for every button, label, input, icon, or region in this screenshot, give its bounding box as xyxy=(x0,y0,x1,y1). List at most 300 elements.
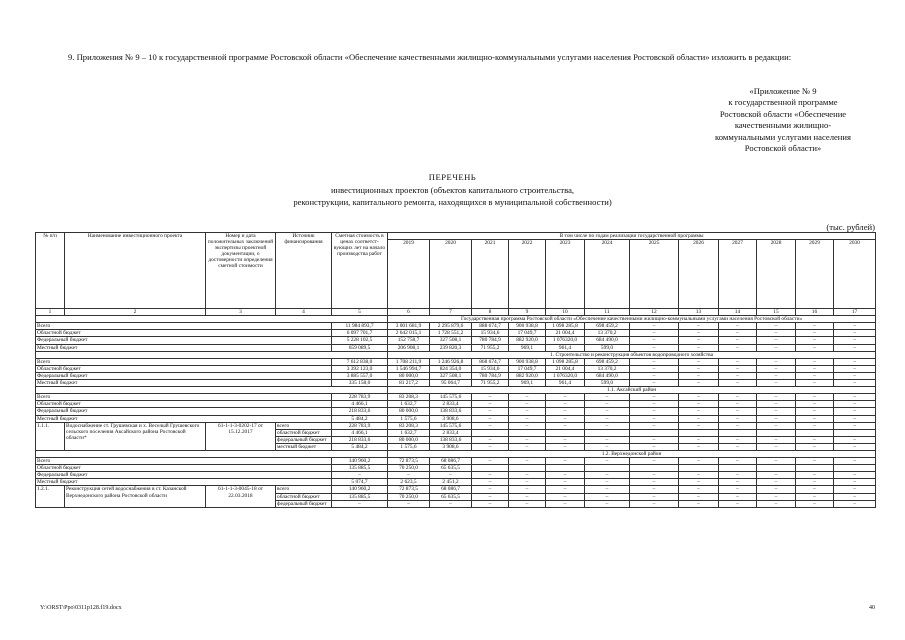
year-value-cell: – xyxy=(757,443,796,450)
total-label: Федеральный бюджет xyxy=(36,337,332,344)
year-value-cell: – xyxy=(719,358,757,365)
section-row xyxy=(36,387,876,394)
year-value-cell: – xyxy=(719,401,757,408)
year-value-cell: 138 833,6 xyxy=(430,408,472,415)
section-title: 1.1. Аксайский район xyxy=(388,387,876,394)
year-value-cell: – xyxy=(834,436,876,443)
total-row xyxy=(36,365,876,372)
year-value-cell: – xyxy=(585,479,630,486)
project-doc: 61-1-1-3-0202-17 от 15.12.2017 xyxy=(206,422,276,450)
year-value-cell: – xyxy=(757,365,796,372)
year-value-cell: – xyxy=(546,443,585,450)
header-col-number: 13 xyxy=(679,309,719,316)
year-value-cell: 882 920,0 xyxy=(509,337,546,344)
year-value-cell: 3 908,6 xyxy=(430,415,472,422)
section-spacer xyxy=(36,316,388,323)
year-value-cell: – xyxy=(679,323,719,330)
section-spacer xyxy=(36,351,388,358)
year-value-cell: – xyxy=(630,479,679,486)
year-value-cell: – xyxy=(472,486,509,493)
year-value-cell: 138 833,6 xyxy=(430,436,472,443)
header-col-number: 17 xyxy=(834,309,876,316)
year-value-cell: – xyxy=(834,344,876,351)
year-value-cell: – xyxy=(834,394,876,401)
appendix-line: «Приложение № 9 xyxy=(749,86,817,96)
year-value-cell: 2 642 015,1 xyxy=(388,330,430,337)
total-label: Всего xyxy=(36,323,332,330)
year-value-cell: – xyxy=(757,408,796,415)
year-value-cell: 1 098 285,8 xyxy=(546,323,585,330)
year-value-cell: – xyxy=(630,365,679,372)
year-value-cell: – xyxy=(509,401,546,408)
year-value-cell: – xyxy=(630,330,679,337)
cost-cell: – xyxy=(332,500,388,507)
year-value-cell xyxy=(719,429,757,436)
year-value-cell: – xyxy=(757,486,796,493)
section-row xyxy=(36,450,876,457)
year-value-cell: – xyxy=(834,479,876,486)
year-value-cell: – xyxy=(834,415,876,422)
year-value-cell: 599,0 xyxy=(585,380,630,387)
total-row xyxy=(36,330,876,337)
header-col-number: 11 xyxy=(585,309,630,316)
year-value-cell: – xyxy=(719,323,757,330)
section-spacer xyxy=(36,450,388,457)
year-value-cell: – xyxy=(679,380,719,387)
cost-cell: 4 466,1 xyxy=(332,429,388,436)
year-value-cell: – xyxy=(796,365,834,372)
appendix-heading xyxy=(680,86,886,154)
year-value-cell: – xyxy=(630,323,679,330)
year-value-cell: – xyxy=(834,401,876,408)
investment-projects-table xyxy=(35,232,876,508)
total-row xyxy=(36,458,876,465)
header-col-number: 6 xyxy=(388,309,430,316)
cost-cell: 5 484,2 xyxy=(332,415,388,422)
year-value-cell: 1 246 926,8 xyxy=(430,358,472,365)
cost-cell: 135 885,5 xyxy=(332,493,388,500)
header-year: 2025 xyxy=(630,240,679,309)
year-value-cell: – xyxy=(472,472,509,479)
total-label: Местный бюджет xyxy=(36,479,332,486)
year-value-cell: – xyxy=(472,493,509,500)
year-value-cell: – xyxy=(585,422,630,429)
year-value-cell: – xyxy=(757,472,796,479)
funding-source: всего xyxy=(276,422,332,429)
header-col-number: 15 xyxy=(757,309,796,316)
year-value-cell: – xyxy=(546,486,585,493)
year-value-cell: – xyxy=(796,479,834,486)
year-value-cell: – xyxy=(757,401,796,408)
year-value-cell: 70 250,0 xyxy=(388,493,430,500)
year-value-cell: 17 049,7 xyxy=(509,330,546,337)
year-value-cell: – xyxy=(630,486,679,493)
year-value-cell: – xyxy=(388,472,430,479)
year-value-cell: 824 354,0 xyxy=(430,365,472,372)
year-value-cell xyxy=(585,429,630,436)
year-value-cell xyxy=(679,465,719,472)
year-value-cell xyxy=(546,465,585,472)
year-value-cell: – xyxy=(546,394,585,401)
year-value-cell: – xyxy=(509,479,546,486)
header-col-number: 3 xyxy=(206,309,276,316)
year-value-cell: – xyxy=(719,365,757,372)
year-value-cell: – xyxy=(679,479,719,486)
year-value-cell: – xyxy=(757,380,796,387)
year-value-cell: 684 490,0 xyxy=(585,372,630,379)
year-value-cell: 145 575,6 xyxy=(430,394,472,401)
year-value-cell: – xyxy=(796,500,834,507)
year-value-cell: – xyxy=(796,372,834,379)
footer-page-number: 40 xyxy=(869,605,875,611)
year-value-cell: – xyxy=(757,436,796,443)
year-value-cell: – xyxy=(679,330,719,337)
year-value-cell xyxy=(679,429,719,436)
total-row xyxy=(36,472,876,479)
year-value-cell: – xyxy=(472,436,509,443)
year-value-cell xyxy=(796,465,834,472)
cost-cell: 4 466,1 xyxy=(332,401,388,408)
header-col-number: 4 xyxy=(276,309,332,316)
year-value-cell: – xyxy=(585,500,630,507)
year-value-cell: 599,0 xyxy=(585,344,630,351)
year-value-cell: – xyxy=(796,436,834,443)
year-value-cell: – xyxy=(719,436,757,443)
year-value-cell: – xyxy=(430,472,472,479)
units-label: (тыс. рублей) xyxy=(826,222,875,232)
total-row xyxy=(36,337,876,344)
total-label: Федеральный бюджет xyxy=(36,372,332,379)
year-value-cell: 888 674,7 xyxy=(472,323,509,330)
year-value-cell: 1 575,6 xyxy=(388,443,430,450)
header-year: 2027 xyxy=(719,240,757,309)
year-value-cell: 21 004,4 xyxy=(546,365,585,372)
year-value-cell: – xyxy=(796,344,834,351)
year-value-cell: – xyxy=(757,344,796,351)
year-value-cell: 1 632,7 xyxy=(388,401,430,408)
year-value-cell: – xyxy=(630,344,679,351)
year-value-cell: – xyxy=(630,394,679,401)
year-value-cell: – xyxy=(630,408,679,415)
year-value-cell: 65 635,5 xyxy=(430,465,472,472)
project-num: 1.1.1. xyxy=(36,422,65,450)
year-value-cell: – xyxy=(630,472,679,479)
year-value-cell: 15 934,6 xyxy=(472,330,509,337)
year-value-cell xyxy=(509,429,546,436)
year-value-cell xyxy=(757,429,796,436)
header-year: 2029 xyxy=(796,240,834,309)
year-value-cell xyxy=(546,429,585,436)
header-col-numbers-row xyxy=(36,309,876,316)
year-value-cell: – xyxy=(546,493,585,500)
year-value-cell: – xyxy=(834,372,876,379)
year-value-cell: – xyxy=(472,394,509,401)
year-value-cell: – xyxy=(719,380,757,387)
year-value-cell xyxy=(757,465,796,472)
year-value-cell: – xyxy=(679,458,719,465)
project-row xyxy=(36,486,876,493)
year-value-cell xyxy=(834,429,876,436)
total-row xyxy=(36,401,876,408)
cost-cell: 3 392 123,0 xyxy=(332,365,388,372)
year-value-cell: – xyxy=(679,493,719,500)
total-label: Всего xyxy=(36,358,332,365)
cost-cell: 228 783,9 xyxy=(332,422,388,429)
year-value-cell: – xyxy=(509,458,546,465)
year-value-cell: – xyxy=(585,401,630,408)
year-value-cell: – xyxy=(834,365,876,372)
year-value-cell: – xyxy=(834,323,876,330)
year-value-cell: – xyxy=(796,337,834,344)
year-value-cell: 13 370,2 xyxy=(585,330,630,337)
year-value-cell: 3 001 681,9 xyxy=(388,323,430,330)
year-value-cell: – xyxy=(679,408,719,415)
year-value-cell: 65 635,5 xyxy=(430,493,472,500)
year-value-cell: – xyxy=(679,337,719,344)
year-value-cell: 2 295 879,6 xyxy=(430,323,472,330)
year-value-cell: – xyxy=(546,408,585,415)
year-value-cell: – xyxy=(546,436,585,443)
year-value-cell: – xyxy=(546,472,585,479)
cost-cell: 218 833,6 xyxy=(332,408,388,415)
year-value-cell: – xyxy=(719,486,757,493)
year-value-cell: – xyxy=(472,458,509,465)
cost-cell: 228 783,9 xyxy=(332,394,388,401)
year-value-cell: – xyxy=(679,365,719,372)
header-year: 2030 xyxy=(834,240,876,309)
year-value-cell: – xyxy=(509,436,546,443)
year-value-cell: – xyxy=(719,479,757,486)
year-value-cell: – xyxy=(679,344,719,351)
year-value-cell: – xyxy=(834,443,876,450)
year-value-cell: – xyxy=(509,443,546,450)
year-value-cell: 1 546 994,7 xyxy=(388,365,430,372)
year-value-cell: 327 508,1 xyxy=(430,337,472,344)
year-value-cell: – xyxy=(834,408,876,415)
year-value-cell: – xyxy=(757,372,796,379)
total-label: Областной бюджет xyxy=(36,330,332,337)
year-value-cell xyxy=(472,429,509,436)
year-value-cell: – xyxy=(546,401,585,408)
year-value-cell: – xyxy=(585,472,630,479)
year-value-cell: 95 064,7 xyxy=(430,380,472,387)
year-value-cell: 1 098 285,8 xyxy=(546,358,585,365)
header-col-number: 14 xyxy=(719,309,757,316)
section-title: 1. Строительство и реконструкция объектов водопроводного хозяйства xyxy=(388,351,876,358)
year-value-cell: 961,4 xyxy=(546,344,585,351)
year-value-cell: – xyxy=(796,401,834,408)
header-col-number: 2 xyxy=(65,309,206,316)
total-row xyxy=(36,394,876,401)
year-value-cell: – xyxy=(679,422,719,429)
year-value-cell: – xyxy=(757,493,796,500)
cost-cell: 7 612 838,0 xyxy=(332,358,388,365)
year-value-cell: 13 370,2 xyxy=(585,365,630,372)
year-value-cell: – xyxy=(509,394,546,401)
header-year: 2021 xyxy=(472,240,509,309)
year-value-cell: 21 004,4 xyxy=(546,330,585,337)
year-value-cell: – xyxy=(585,458,630,465)
header-year: 2026 xyxy=(679,240,719,309)
title-line: реконструкции, капитального ремонта, находящихся в муниципальной собственности) xyxy=(293,197,612,208)
total-label: Областной бюджет xyxy=(36,465,332,472)
year-value-cell xyxy=(509,465,546,472)
year-value-cell: 1 076320,0 xyxy=(546,337,585,344)
total-row xyxy=(36,344,876,351)
year-value-cell: 2 833,4 xyxy=(430,429,472,436)
year-value-cell: – xyxy=(757,358,796,365)
year-value-cell xyxy=(585,465,630,472)
appendix-line: коммунальными услугами населения xyxy=(715,131,851,142)
year-value-cell: – xyxy=(472,415,509,422)
title-line: инвестиционных проектов (объектов капитального строительства, xyxy=(330,184,575,195)
year-value-cell: – xyxy=(719,415,757,422)
header-name: Наименование инвестиционного проекта xyxy=(65,233,206,309)
year-value-cell: – xyxy=(796,358,834,365)
cost-cell: 5 484,2 xyxy=(332,443,388,450)
year-value-cell: 80 000,0 xyxy=(388,436,430,443)
year-value-cell: – xyxy=(757,415,796,422)
year-value-cell: – xyxy=(796,493,834,500)
year-value-cell: 969,1 xyxy=(509,380,546,387)
total-row xyxy=(36,380,876,387)
header-year: 2020 xyxy=(430,240,472,309)
year-value-cell: – xyxy=(630,443,679,450)
year-value-cell: – xyxy=(679,394,719,401)
year-value-cell: – xyxy=(719,394,757,401)
year-value-cell: – xyxy=(509,472,546,479)
footer-file-path: Y:\ORST\Ppo\0311p128.f19.docx xyxy=(40,605,122,611)
year-value-cell: – xyxy=(585,408,630,415)
total-row xyxy=(36,408,876,415)
year-value-cell: 1 728 551,2 xyxy=(430,330,472,337)
total-row xyxy=(36,465,876,472)
year-value-cell: – xyxy=(630,493,679,500)
header-col-number: 7 xyxy=(430,309,472,316)
year-value-cell: – xyxy=(834,422,876,429)
year-value-cell: 152 758,7 xyxy=(388,337,430,344)
year-value-cell: 900 938,8 xyxy=(509,323,546,330)
funding-source: федеральный бюджет xyxy=(276,500,332,507)
year-value-cell xyxy=(719,465,757,472)
year-value-cell: 2 451,2 xyxy=(430,479,472,486)
year-value-cell: – xyxy=(719,344,757,351)
year-value-cell: – xyxy=(546,500,585,507)
year-value-cell: – xyxy=(796,330,834,337)
year-value-cell: – xyxy=(719,408,757,415)
funding-source: всего xyxy=(276,486,332,493)
year-value-cell: 1 632,7 xyxy=(388,429,430,436)
year-value-cell: – xyxy=(719,493,757,500)
year-value-cell: – xyxy=(472,479,509,486)
year-value-cell: – xyxy=(719,422,757,429)
year-value-cell: 68 086,7 xyxy=(430,458,472,465)
year-value-cell: 961,4 xyxy=(546,380,585,387)
year-value-cell: 80 000,0 xyxy=(388,372,430,379)
total-label: Всего xyxy=(36,458,332,465)
year-value-cell: – xyxy=(585,486,630,493)
section-title: Государственная программа Ростовской области «Обеспечение качественными жилищно-коммунальными услугами населения Ростовской области» xyxy=(388,316,876,323)
year-value-cell: – xyxy=(834,493,876,500)
header-year: 2023 xyxy=(546,240,585,309)
header-col-number: 10 xyxy=(546,309,585,316)
total-label: Федеральный бюджет xyxy=(36,408,332,415)
year-value-cell: 327 508,1 xyxy=(430,372,472,379)
cost-cell: 11 984 893,7 xyxy=(332,323,388,330)
year-value-cell: – xyxy=(757,337,796,344)
year-value-cell: – xyxy=(630,372,679,379)
cost-cell: 6 097 701,7 xyxy=(332,330,388,337)
year-value-cell: 969,1 xyxy=(509,344,546,351)
year-value-cell: 1 076320,0 xyxy=(546,372,585,379)
year-value-cell: 83 208,3 xyxy=(388,422,430,429)
year-value-cell: 83 208,3 xyxy=(388,394,430,401)
header-col-number: 8 xyxy=(472,309,509,316)
cost-cell: 140 960,2 xyxy=(332,486,388,493)
year-value-cell: – xyxy=(834,337,876,344)
appendix-line: Ростовской области» xyxy=(744,143,822,154)
total-row xyxy=(36,358,876,365)
cost-cell: 335 158,0 xyxy=(332,380,388,387)
year-value-cell: – xyxy=(834,486,876,493)
total-label: Всего xyxy=(36,394,332,401)
cost-cell: 5 228 102,5 xyxy=(332,337,388,344)
year-value-cell: – xyxy=(630,380,679,387)
year-value-cell: – xyxy=(509,422,546,429)
total-label: Федеральный бюджет xyxy=(36,472,332,479)
section-row xyxy=(36,316,876,323)
year-value-cell: – xyxy=(796,458,834,465)
project-name: Водоснабжение ст. Грушевская и х. Веселый Грушевского сельского поселения Аксайского района Ростовской области* xyxy=(65,422,206,450)
year-value-cell: – xyxy=(679,401,719,408)
year-value-cell: – xyxy=(834,380,876,387)
year-value-cell: – xyxy=(585,394,630,401)
year-value-cell: – xyxy=(834,500,876,507)
year-value-cell: – xyxy=(834,330,876,337)
header-col-number: 5 xyxy=(332,309,388,316)
year-value-cell: – xyxy=(834,472,876,479)
header-cost: Сметная стоимость в ценах соответст-вующих лет на начало производства работ xyxy=(332,233,388,309)
year-value-cell: 698 459,2 xyxy=(585,323,630,330)
project-num: 1.2.1. xyxy=(36,486,65,507)
year-value-cell: 80 000,0 xyxy=(388,408,430,415)
year-value-cell: – xyxy=(585,436,630,443)
total-row xyxy=(36,479,876,486)
year-value-cell: 3 908,6 xyxy=(430,443,472,450)
year-value-cell: – xyxy=(796,486,834,493)
year-value-cell: – xyxy=(472,401,509,408)
year-value-cell: – xyxy=(796,323,834,330)
year-value-cell: – xyxy=(585,493,630,500)
total-label: Местный бюджет xyxy=(36,344,332,351)
year-value-cell xyxy=(630,429,679,436)
cost-cell: 3 885 557,0 xyxy=(332,372,388,379)
year-value-cell: 780 784,9 xyxy=(472,372,509,379)
year-value-cell: – xyxy=(472,500,509,507)
year-value-cell: – xyxy=(719,472,757,479)
cost-cell: 5 074,7 xyxy=(332,479,388,486)
year-value-cell: 15 934,6 xyxy=(472,365,509,372)
year-value-cell: – xyxy=(546,415,585,422)
header-col-number: 16 xyxy=(796,309,834,316)
year-value-cell: – xyxy=(679,358,719,365)
year-value-cell: – xyxy=(679,436,719,443)
year-value-cell: 868 674,7 xyxy=(472,358,509,365)
funding-source: местный бюджет xyxy=(276,443,332,450)
year-value-cell xyxy=(796,429,834,436)
cost-cell: 140 960,2 xyxy=(332,458,388,465)
year-value-cell: 81 217,2 xyxy=(388,380,430,387)
